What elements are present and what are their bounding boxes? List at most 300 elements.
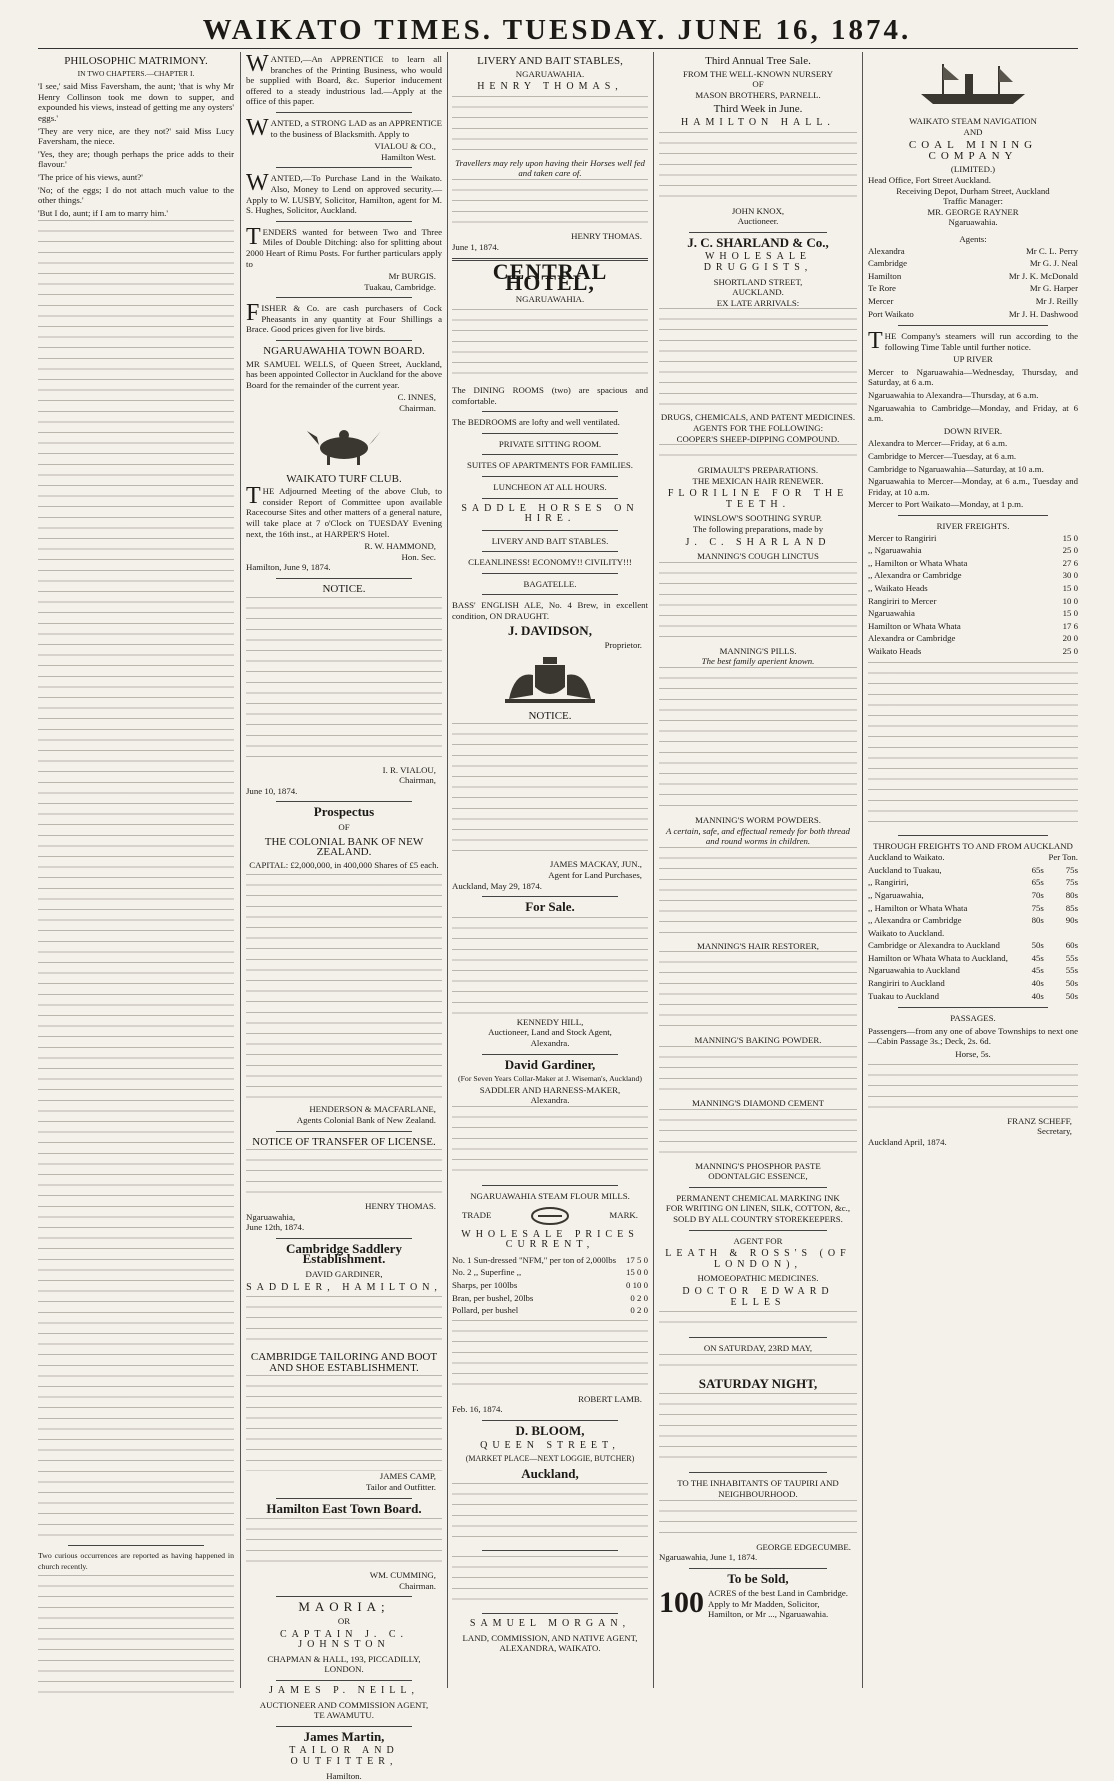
tree-sale-heading: Third Annual Tree Sale.: [705, 55, 811, 67]
agent-row-cell: Mr J. Reilly: [1035, 295, 1078, 306]
up-river-item: Ngaruawahia to Alexandra—Thursday, at 6 a.m.: [868, 390, 1039, 401]
prospectus-heading: Prospectus: [313, 804, 375, 820]
price-row-cell: 15 0 0: [626, 1267, 648, 1278]
central-bagatelle: BAGATELLE.: [523, 578, 577, 589]
kennedy-name: KENNEDY HILL,: [516, 1016, 584, 1027]
freight-row: [868, 595, 1078, 608]
freight-row-cell: 15 0: [1062, 582, 1078, 593]
freight-row: [868, 582, 1078, 595]
freight-row: [868, 645, 1078, 658]
freight-row: [868, 607, 1078, 620]
through-row: [868, 990, 1078, 1003]
through-row-cell: [1030, 927, 1044, 940]
bloom-city: Auckland,: [521, 1465, 579, 1481]
through-row-cell: 50s: [1065, 978, 1078, 989]
winslow-heading: WINSLOW'S SOOTHING SYRUP.: [694, 513, 822, 524]
price-row-cell: Bran, per bushel, 20lbs: [452, 1292, 534, 1303]
story-paragraph: 'The price of his views, aunt?': [38, 171, 143, 182]
through-row-cell: Ngaruawahia to Auckland: [868, 965, 960, 976]
forsale-heading: For Sale.: [525, 899, 575, 915]
knox-role: Auctioneer.: [737, 216, 779, 227]
notice-signature: I. R. VIALOU,: [382, 764, 436, 775]
maoria-title: MAORIA;: [298, 1599, 390, 1615]
freight-row: [868, 544, 1078, 557]
freight-row-cell: Rangiriri to Mercer: [868, 595, 937, 606]
neill-role: AUCTIONEER AND COMMISSION AGENT,: [259, 1699, 429, 1710]
drugs-heading: DRUGS, CHEMICALS, AND PATENT MEDICINES.: [660, 412, 856, 423]
column-3: [452, 52, 648, 1688]
cough-heading: MANNING'S COUGH LINCTUS: [697, 551, 819, 562]
turf-role: Hon. Sec.: [401, 551, 436, 562]
agent-for: AGENT FOR: [733, 1235, 783, 1246]
through-row-cell: 90s: [1065, 915, 1078, 926]
arrivals-heading: EX LATE ARRIVALS:: [716, 297, 800, 308]
down-river-item: Ngaruawahia to Mercer—Monday, at 6 a.m., Tuesday and Friday, at 10 a.m.: [868, 476, 1078, 497]
through-row-cell: 70s: [1031, 889, 1044, 900]
central-suites: SUITES OF APARTMENTS FOR FAMILIES.: [467, 460, 633, 471]
cooper-body-text: [659, 444, 857, 465]
worm-heading: MANNING'S WORM POWDERS.: [695, 815, 821, 826]
story-paragraph: 'But I do, aunt; if I am to marry him.': [38, 207, 168, 218]
saturday-body-text: [659, 1354, 857, 1375]
sold-text: SOLD BY ALL COUNTRY STOREKEEPERS.: [673, 1213, 843, 1224]
agent-row: [868, 295, 1078, 308]
agent-row-cell: Mr J. H. Dashwood: [1008, 308, 1078, 319]
tobesold-heading: To be Sold,: [727, 1570, 789, 1586]
up-river-item: Ngaruawahia to Cambridge—Monday, and Friday, at 6 a.m.: [868, 402, 1078, 424]
tree-mason: MASON BROTHERS, PARNELL.: [695, 89, 821, 100]
central-private: PRIVATE SITTING ROOM.: [498, 438, 602, 449]
through-row: [868, 939, 1078, 952]
tree-hall: HAMILTON HALL.: [681, 116, 835, 128]
freight-row-cell: Mercer to Rangiriri: [868, 532, 937, 543]
price-row: [452, 1254, 648, 1267]
ad-place: Hamilton West.: [381, 151, 436, 162]
sharland-name: J. C. SHARLAND & Co.,: [687, 234, 829, 250]
price-row: [452, 1304, 648, 1317]
sharland-spaced: J. C. SHARLAND: [685, 536, 831, 548]
through-row-cell: ,, Alexandra or Cambridge: [868, 915, 962, 926]
floriline-heading: FLORILINE FOR THE TEETH.: [667, 488, 849, 510]
ad-place: Tuakau, Cambridge.: [364, 281, 436, 292]
through-row: [868, 864, 1078, 877]
homeo-heading: HOMOEOPATHIC MEDICINES.: [697, 1273, 819, 1284]
freight-row-cell: ,, Alexandra or Cambridge: [868, 570, 962, 581]
through-row: [868, 851, 1078, 864]
passages-text: Passengers—from any one of above Townships to next one—Cabin Passage 3s.; Deck, 2s. 6d.: [868, 1025, 1078, 1047]
neill-place: TE AWAMUTU.: [314, 1710, 374, 1721]
arrivals-body-text: [659, 308, 857, 412]
grimault-heading: GRIMAULT'S PREPARATIONS.: [697, 465, 819, 476]
down-river-item: Mercer to Port Waikato—Monday, at 1 p.m.: [868, 499, 1024, 510]
maoria-author: CAPTAIN J. C. JOHNSTON: [279, 1628, 409, 1651]
up-river-heading: UP RIVER: [953, 354, 993, 365]
through-row-cell: 40s: [1031, 990, 1044, 1001]
through-row-cell: 45s: [1031, 965, 1044, 976]
agent-row-cell: Alexandra: [868, 245, 905, 256]
ad-signature: Mr BURGIS.: [388, 271, 436, 282]
up-river-list: [868, 367, 1078, 424]
manager-place: Ngaruawahia.: [948, 217, 998, 228]
saturday-night-body: [659, 1393, 857, 1467]
story-paragraph: 'No; of the eggs; I do not attach much value to the other things.': [38, 184, 234, 206]
column-rule: [447, 52, 448, 1688]
manager-name: MR. GEORGE RAYNER: [927, 206, 1019, 217]
ad-tenders: TENDERS wanted for between Two and Three Miles of Double Ditching: also for splitting about 2000 Heart of Rimu Posts. For further particulars apply to: [246, 223, 442, 269]
thomas-name: HENRY THOMAS,: [477, 81, 623, 93]
column-5: [868, 52, 1078, 1688]
company-name-2: COAL MINING COMPANY: [908, 139, 1038, 162]
agents-label: Agents:: [959, 233, 987, 244]
through-row-cell: [1030, 851, 1044, 864]
through-row-cell: Per Ton.: [1048, 852, 1078, 863]
through-row-cell: Waikato to Auckland.: [868, 927, 945, 938]
maoria-london: LONDON.: [324, 1664, 364, 1675]
company-and: AND: [963, 126, 983, 137]
through-row-cell: Rangiriri to Auckland: [868, 978, 945, 989]
bank-role: Agents Colonial Bank of New Zealand.: [296, 1114, 436, 1125]
cumming-signature: WM. CUMMING,: [369, 1570, 436, 1581]
freight-table: [868, 532, 1078, 658]
through-row-cell: 75s: [1065, 877, 1078, 888]
masthead: WAIKATO TIMES. TUESDAY. JUNE 16, 1874.: [202, 14, 912, 46]
freight-row-cell: Ngaruawahia: [868, 608, 915, 619]
maoria-publisher: CHAPMAN & HALL, 193, PICCADILLY,: [267, 1653, 421, 1664]
hamilton-board-text: [246, 1518, 442, 1570]
price-notes-text: [452, 1320, 648, 1394]
mexican-heading: THE MEXICAN HAIR RENEWER.: [692, 475, 824, 486]
inhabitants-heading: TO THE INHABITANTS OF TAUPIRI AND NEIGHBOURHOOD.: [677, 1478, 839, 1499]
tailoring-heading: CAMBRIDGE TAILORING AND BOOT AND SHOE ESTABLISHMENT.: [250, 1351, 438, 1374]
horse-fare: Horse, 5s.: [955, 1049, 991, 1060]
down-river-item: Alexandra to Mercer—Friday, at 6 a.m.: [868, 438, 1008, 449]
central-saddle: SADDLE HORSES ON HIRE.: [461, 502, 639, 525]
thomas-signature: HENRY THOMAS.: [571, 230, 642, 241]
martin-name: James Martin,: [303, 1728, 385, 1744]
through-row: [868, 927, 1078, 940]
inhabitants-body: [659, 1500, 857, 1542]
bank-name: THE COLONIAL BANK OF NEW ZEALAND.: [264, 835, 424, 859]
column-rule: [862, 52, 863, 1688]
trade-mark-icon: [530, 1206, 570, 1226]
worm-body-text: [659, 847, 857, 941]
through-row-cell: 55s: [1065, 952, 1078, 963]
gardiner-name: David Gardiner,: [504, 1056, 596, 1072]
notice-heading: NOTICE.: [322, 582, 366, 595]
saddlery-heading: Cambridge Saddlery Establishment.: [286, 1240, 402, 1267]
complaints-text: [868, 1064, 1078, 1116]
through-row: [868, 876, 1078, 889]
odontalgic-heading: ODONTALGIC ESSENCE,: [708, 1171, 808, 1182]
freight-row-cell: 10 0: [1062, 595, 1078, 606]
turf-heading: WAIKATO TURF CLUB.: [286, 472, 402, 485]
through-row-cell: 65s: [1031, 864, 1044, 875]
ad-pheasants: FISHER & Co. are cash purchasers of Cock Pheasants in any quantity at Four Shillings a Brace. Good prices given for live birds.: [246, 300, 442, 335]
agent-row: [868, 282, 1078, 295]
company-name-1: WAIKATO STEAM NAVIGATION: [909, 116, 1037, 126]
freight-row-cell: ,, Hamilton or Whata Whata: [868, 557, 968, 568]
through-row-cell: 85s: [1065, 902, 1078, 913]
saturday-date: ON SATURDAY, 23RD MAY,: [703, 1343, 813, 1354]
neill-name: JAMES P. NEILL,: [268, 1684, 419, 1696]
bloom-name: D. BLOOM,: [515, 1422, 585, 1438]
morgan-role: LAND, COMMISSION, AND NATIVE AGENT,: [462, 1632, 638, 1643]
agent-row-cell: Port Waikato: [868, 308, 914, 319]
through-row: [868, 952, 1078, 965]
freight-row: [868, 620, 1078, 633]
timetable-text: THE Company's steamers will run according to the following Time Table until further notice.: [868, 328, 1078, 355]
lamb-signature: ROBERT LAMB.: [578, 1393, 642, 1404]
board-heading: NGARUAWAHIA TOWN BOARD.: [263, 345, 425, 358]
freight-row: [868, 532, 1078, 545]
through-row-cell: 60s: [1065, 940, 1078, 951]
hamilton-board-heading: Hamilton East Town Board.: [266, 1500, 422, 1516]
bloom-street: QUEEN STREET,: [480, 1439, 620, 1451]
ink-linen: FOR WRITING ON LINEN, SILK, COTTON, &c.,: [665, 1203, 851, 1214]
column-4: [659, 52, 857, 1688]
agent-row-cell: Mr C. L. Perry: [1025, 245, 1078, 256]
tree-nursery: FROM THE WELL-KNOWN NURSERY: [683, 68, 833, 79]
pills-heading: MANNING'S PILLS.: [719, 645, 797, 656]
central-cleanliness: CLEANLINESS! ECONOMY!! CIVILITY!!!: [468, 557, 632, 568]
price-row-cell: Sharps, per 100lbs: [452, 1279, 518, 1290]
mackay-signature: JAMES MACKAY, JUN.,: [549, 859, 642, 870]
central-bass: BASS' ENGLISH ALE, No. 4 Brew, in excellent condition, ON DRAUGHT.: [452, 600, 648, 622]
agent-row-cell: Mr G. J. Neal: [1029, 258, 1078, 269]
phosphor-heading: MANNING'S PHOSPHOR PASTE: [695, 1160, 821, 1171]
gardiner-from: (For Seven Years Collar-Maker at J. Wiseman's, Auckland): [458, 1074, 642, 1084]
through-row-cell: Auckland to Waikato.: [868, 852, 945, 863]
freight-row-cell: ,, Ngaruawahia: [868, 545, 922, 556]
agent-row: [868, 270, 1078, 283]
agent-row-cell: Mr J. K. McDonald: [1008, 270, 1078, 281]
price-row-cell: 0 2 0: [630, 1305, 648, 1316]
through-row-cell: 55s: [1065, 965, 1078, 976]
ad-blacksmith: WANTED, a STRONG LAD as an APPRENTICE to the business of Blacksmith. Apply to: [246, 114, 442, 141]
steamer-illustration: [868, 58, 1078, 110]
through-row-cell: 45s: [1031, 952, 1044, 963]
freight-row-cell: Waikato Heads: [868, 645, 922, 656]
wholesale-heading: WHOLESALE PRICES CURRENT,: [461, 1228, 639, 1251]
column-2: [246, 51, 442, 1781]
gardiner-role: SADDLER AND HARNESS-MAKER,: [479, 1084, 621, 1095]
freight-row: [868, 557, 1078, 570]
mills-heading: NGARUAWAHIA STEAM FLOUR MILLS.: [470, 1190, 630, 1201]
through-row-cell: Tuakau to Auckland: [868, 990, 940, 1001]
down-river-heading: DOWN RIVER.: [943, 425, 1003, 436]
hotel-body-text: [452, 1556, 648, 1608]
agents-table: [868, 245, 1078, 321]
through-row-cell: 50s: [1065, 990, 1078, 1001]
worm-subheading: A certain, safe, and effectual remedy for both thread and round worms in children.: [666, 825, 850, 847]
pills-subheading: The best family aperient known.: [701, 656, 815, 667]
gardiner-body-text: [452, 1106, 648, 1180]
story-paragraph: 'Yes, they are; though perhaps the price adds to their flavour.': [38, 148, 234, 170]
price-row: [452, 1266, 648, 1279]
through-row: [868, 902, 1078, 915]
through-row-cell: 40s: [1031, 978, 1044, 989]
trade-label: TRADE: [462, 1210, 492, 1221]
through-row-cell: 65s: [1031, 877, 1044, 888]
martin-role: TAILOR AND OUTFITTER,: [289, 1745, 399, 1767]
ad-signature: VIALOU & CO.,: [374, 141, 436, 152]
freight-row-cell: 20 0: [1062, 633, 1078, 644]
footnote: Two curious occurrences are reported as having happened in church recently.: [38, 1551, 234, 1571]
cough-body-text: [659, 562, 857, 646]
story-paragraph: 'They are very nice, are they not?' said Miss Lucy Faversham, the niece.: [38, 125, 234, 147]
board-role: Chairman.: [399, 403, 436, 414]
sharland-role: WHOLESALE DRUGGISTS,: [703, 251, 813, 273]
morgan-name: SAMUEL MORGAN,: [469, 1618, 631, 1630]
tree-body-text: [659, 132, 857, 206]
down-river-item: Cambridge to Ngaruawahia—Saturday, at 10 a.m.: [868, 463, 1044, 474]
bloom-body-text: [452, 1483, 648, 1545]
freight-row-cell: 25 0: [1062, 645, 1078, 656]
martin-place: Hamilton.: [326, 1770, 362, 1781]
scheff-role: Secretary,: [1037, 1126, 1072, 1137]
board-signature: C. INNES,: [397, 392, 436, 403]
freight-row: [868, 569, 1078, 582]
through-row-cell: ,, Rangiriri,: [868, 877, 909, 888]
royal-coat-of-arms: [452, 655, 648, 707]
price-row: [452, 1279, 648, 1292]
pills-body-text: [659, 667, 857, 815]
ink-heading: PERMANENT CHEMICAL MARKING INK: [676, 1192, 840, 1203]
lamb-date: Feb. 16, 1874.: [452, 1404, 503, 1415]
through-freight-table: [868, 851, 1078, 1002]
down-river-list: [868, 438, 1078, 510]
notice-body-text: [452, 723, 648, 859]
scheff-signature: FRANZ SCHEFF,: [1007, 1115, 1072, 1126]
livery-italic: Travellers may rely upon having their Horses well fed and taken care of.: [455, 157, 645, 179]
central-hotel-heading: CENTRAL HOTEL,: [492, 259, 608, 295]
livery-heading: LIVERY AND BAIT STABLES,: [477, 55, 623, 67]
leath-heading: LEATH & ROSS'S (OF LONDON),: [665, 1248, 851, 1270]
price-row-cell: No. 2 ,, Superfine ,,: [452, 1267, 522, 1278]
freight-row-cell: Hamilton or Whata Whata: [868, 620, 961, 631]
story-heading: PHILOSOPHIC MATRIMONY.: [64, 55, 208, 67]
gardiner-place: Alexandra.: [530, 1095, 570, 1106]
through-row-cell: 50s: [1031, 940, 1044, 951]
saddlery-name: DAVID GARDINER,: [305, 1269, 383, 1280]
licence-place: Ngaruawahia,: [246, 1211, 296, 1222]
horse-racing-emblem: [246, 418, 442, 470]
saddlery-place: SADDLER, HAMILTON,: [246, 1281, 442, 1293]
trade-mark-row: [462, 1206, 638, 1226]
through-row-cell: Cambridge or Alexandra to Auckland: [868, 940, 1000, 951]
price-row: [452, 1292, 648, 1305]
through-row: [868, 977, 1078, 990]
freight-row-cell: 27 6: [1062, 557, 1078, 568]
bank-capital: CAPITAL: £2,000,000, in 400,000 Shares of £5 each.: [249, 859, 439, 870]
board-text: MR SAMUEL WELLS, of Queen Street, Auckland, has been appointed Collector in Auckland for the above Board for the remainder of the current year.: [246, 358, 442, 390]
agent-row: [868, 308, 1078, 321]
knox-name: JOHN KNOX,: [731, 205, 785, 216]
baking-heading: MANNING'S BAKING POWDER.: [694, 1035, 822, 1046]
ad-land: WANTED,—To Purchase Land in the Waikato. Also, Money to Lend on approved security.—Apply to W. LUSBY, Solicitor, Hamilton, agent for M. S. Hughes, Solicitor, Auckland.: [246, 170, 442, 216]
central-hotel-place: NGARUAWAHIA.: [515, 294, 585, 305]
through-row-cell: [1044, 927, 1078, 940]
davidson-name: J. DAVIDSON,: [508, 622, 592, 638]
elles-heading: DOCTOR EDWARD ELLES: [682, 1285, 834, 1308]
thomas-date: June 1, 1874.: [452, 241, 499, 252]
freight-row-cell: 25 0: [1062, 545, 1078, 556]
turf-date: Hamilton, June 9, 1874.: [246, 562, 331, 573]
livery-place: NGARUAWAHIA.: [515, 68, 585, 79]
following-text: The following preparations, made by: [692, 524, 824, 535]
price-row-cell: No. 1 Sun-dressed "NFM," per ton of 2,000lbs: [452, 1254, 617, 1265]
bank-signature: HENDERSON & MACFARLANE,: [309, 1104, 436, 1115]
through-row-cell: 80s: [1031, 915, 1044, 926]
through-row-cell: 80s: [1065, 889, 1078, 900]
kennedy-role: Auctioneer, Land and Stock Agent,: [488, 1027, 612, 1038]
freight-row-cell: 15 0: [1062, 532, 1078, 543]
elles-body-text: [659, 1311, 857, 1332]
turf-text: THE Adjourned Meeting of the above Club, to consider Report of Committee upon available Racecourse Sites and other matters of a general nature, will take place at 7 o'Clock on TUESDAY Evening next, the 16th inst., at HARPER'S Hotel.: [246, 483, 442, 539]
tailoring-body-text: [246, 1375, 442, 1471]
notice-heading: NOTICE.: [528, 709, 572, 722]
mackay-place: Auckland, May 29, 1874.: [452, 880, 542, 891]
acres-ad: [659, 1588, 857, 1620]
prospectus-of: OF: [338, 821, 350, 832]
price-table: [452, 1254, 648, 1317]
column-rule: [653, 52, 654, 1688]
masthead-rule: [38, 48, 1078, 49]
tree-of: OF: [752, 79, 764, 90]
price-row-cell: 0 10 0: [626, 1279, 648, 1290]
price-row-cell: 17 5 0: [626, 1254, 648, 1265]
hair-body-text: [659, 951, 857, 1035]
ad-apprentice: WANTED,—An APPRENTICE to learn all branches of the Printing Business, who would be supplied with Board, &c. Superior inducement offered to a steady industrious lad.—Apply at the office of this paper.: [246, 51, 442, 107]
licence-heading: NOTICE OF TRANSFER OF LICENSE.: [252, 1135, 436, 1148]
livery-body-text: [452, 96, 648, 158]
price-row-cell: 0 2 0: [630, 1292, 648, 1303]
central-luncheon: LUNCHEON AT ALL HOURS.: [493, 481, 607, 492]
company-depot: Receiving Depot, Durham Street, Auckland: [896, 185, 1050, 196]
agent-row-cell: Te Rore: [868, 283, 896, 294]
story-body-text: [38, 220, 234, 1540]
through-row: [868, 964, 1078, 977]
freight-row-cell: 30 0: [1062, 570, 1078, 581]
edgecumbe-date: Ngaruawahia, June 1, 1874.: [659, 1552, 758, 1563]
through-row-cell: ,, Ngaruawahia,: [868, 889, 924, 900]
footnote-body-text: [38, 1575, 234, 1695]
manager-label: Traffic Manager:: [943, 196, 1003, 207]
through-row-cell: 75s: [1065, 864, 1078, 875]
freight-row-cell: 17 6: [1062, 620, 1078, 631]
story-paragraph: 'I see,' said Miss Faversham, the aunt; 'that is why Mr Henry Collinson took me down to supper, and expounded his views, instead of getting me any oysters' eggs.': [38, 81, 234, 123]
licence-date: June 12th, 1874.: [246, 1222, 305, 1233]
acres-text: ACRES of the best Land in Cambridge. Apply to Mr Madden, Solicitor, Hamilton, or Mr ..., Ngaruawahia.: [708, 1588, 848, 1620]
licence-body-text: [246, 1149, 442, 1201]
camp-role: Tailor and Outfitter.: [366, 1482, 436, 1493]
central-hotel-body: [452, 309, 648, 383]
column-1: [38, 52, 234, 1688]
freight-conditions-text: [868, 662, 1078, 830]
baking-body-text: [659, 1046, 857, 1098]
maoria-or: OR: [337, 1616, 351, 1626]
licence-signature: HENRY THOMAS.: [365, 1201, 436, 1212]
down-river-item: Cambridge to Mercer—Tuesday, at 6 a.m.: [868, 451, 1017, 462]
forsale-body-text: [452, 917, 648, 1017]
turf-signature: R. W. HAMMOND,: [364, 541, 436, 552]
through-row-cell: 75s: [1031, 902, 1044, 913]
cement-heading: MANNING'S DIAMOND CEMENT: [691, 1098, 825, 1108]
agent-row-cell: Mercer: [868, 295, 894, 306]
saturday-night-heading: SATURDAY NIGHT,: [698, 1375, 818, 1391]
through-row-cell: ,, Hamilton or Whata Whata: [868, 902, 968, 913]
mackay-role: Agent for Land Purchases,: [548, 870, 642, 881]
